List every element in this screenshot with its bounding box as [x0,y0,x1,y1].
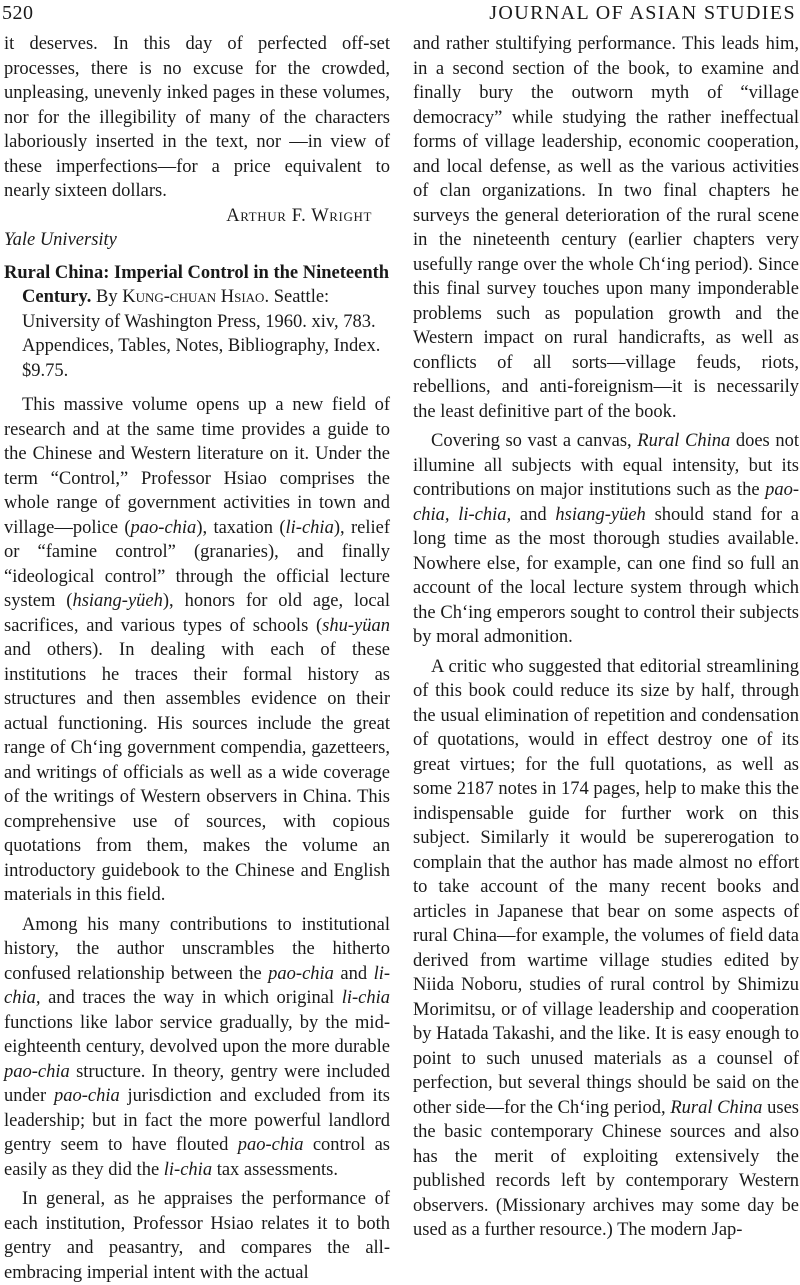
review-paragraph-3: In general, as he appraises the performance of each institution, Professor Hsiao relates it to both gentry and peasantry, and compares the all-embracing imperial intent with the actual [4,1189,390,1283]
review-paragraph-3-continued: and rather stultifying performance. This leads him, in a second section of the book, to examine and finally bury the outworn myth of “village democracy” while studying the rather ineffectual forms of village leadership, economic cooperation, and local defense, as well as the various activities of clan organizations. In two final chapters he surveys the general deterioration of the rural scene in the nineteenth century (earlier chapters very usefully range over the whole Ch‘ing period). Since this final survey touches upon many imponderable problems such as population growth and the Western impact on rural handicrafts, as well as conflicts of all sorts—village feuds, riots, rebellions, and anti-foreignism—it is necessarily the least definitive part of the book. [413,34,799,422]
reviewer-institution: Yale University [4,230,117,250]
reviewer-signature: Arthur F. Wright [226,205,372,226]
book-publication: Seattle: University of Washington Press, 1960. xiv, 783. Appendices, Tables, Notes, Bibliography, Index. $9.75. [22,287,381,381]
left-column [4,32,390,1285]
running-head: JOURNAL OF ASIAN STUDIES [489,2,796,24]
page-number: 520 [2,2,34,24]
review-paragraph-1: This massive volume opens up a new field of research and at the same time provides a guide to the Chinese and Western literature on it. Under the term “Control,” Professor Hsiao comprises the whole range of government activities in town and village—police (pao-chia), taxation (li-chia), relief or “famine control” (granaries), and finally “ideological control” through the official lecture system (hsiang-yüeh), honors for old age, local sacrifices, and various types of schools (shu-yüan and others). In dealing with each of these institutions he traces their formal history as structures and then assembles evidence on their actual functioning. His sources include the great range of Ch‘ing government compendia, gazetteers, and writings of officials as well as a wide coverage of the writings of Western observers in China. This comprehensive use of sources, with copious quotations from them, makes the volume an introductory guidebook to the Chinese and English materials in this field. [4,395,390,905]
right-column [413,32,799,1243]
review-paragraph-5: A critic who suggested that editorial streamlining of this book could reduce its size by half, through the usual elimination of repetition and condensation of quotations, would in effect destroy one of its great virtues; for the full quotations, as well as some 2187 notes in 174 pages, help to make this the indispensable guide for further work on this subject. Similarly it would be supererogation to complain that the author has made almost no effort to take account of the many recent books and articles in Japanese that bear on some aspects of rural China—for example, the volumes of field data derived from wartime village studies edited by Niida Noboru, studies of rural control by Shimizu Morimitsu, or of village leadership and cooperation by Hatada Takashi, and the like. It is easy enough to point to such unused materials as a counsel of perfection, but several things should be said on the other side—for the Ch‘ing period, Rural China uses the basic contemporary Chinese sources and also has the merit of exploiting extensively the published records left by contemporary Western observers. (Missionary archives may some day be used as a further resource.) The modern Jap- [413,656,799,1240]
review-paragraph-2: Among his many contributions to institutional history, the author unscrambles the hitherto confused relationship between the pao-chia and li-chia, and traces the way in which original li-chia functions like labor service gradually, by the mid-eighteenth century, devolved upon the more durable pao-chia structure. In theory, gentry were included under pao-chia jurisdiction and excluded from its leadership; but in fact the more powerful landlord gentry seem to have flouted pao-chia control as easily as they did the li-chia tax assessments. [4,914,391,1180]
book-citation [4,261,390,384]
book-by: By [96,287,118,307]
book-title: Rural China: Imperial Control in the Nineteenth Century. [4,262,390,307]
previous-review-ending: it deserves. In this day of perfected off-set processes, there is no excuse for the crowded, unpleasing, unevenly inked pages in these volumes, nor for the illegibility of many of the characters laboriously inserted in the text, nor —in view of these imperfections—for a price equivalent to nearly sixteen dollars. [4,34,390,201]
book-author: Kung-chuan Hsiao. [122,287,270,307]
review-paragraph-4: Covering so vast a canvas, Rural China does not illumine all subjects with equal intensity, but its contributions on major institutions such as the pao-chia, li-chia, and hsiang-yüeh should stand for a long time as the most thorough studies available. Nowhere else, for example, can one find so full an account of the local lecture system through which the Ch‘ing emperors sought to control their subjects by moral admonition. [413,431,799,647]
